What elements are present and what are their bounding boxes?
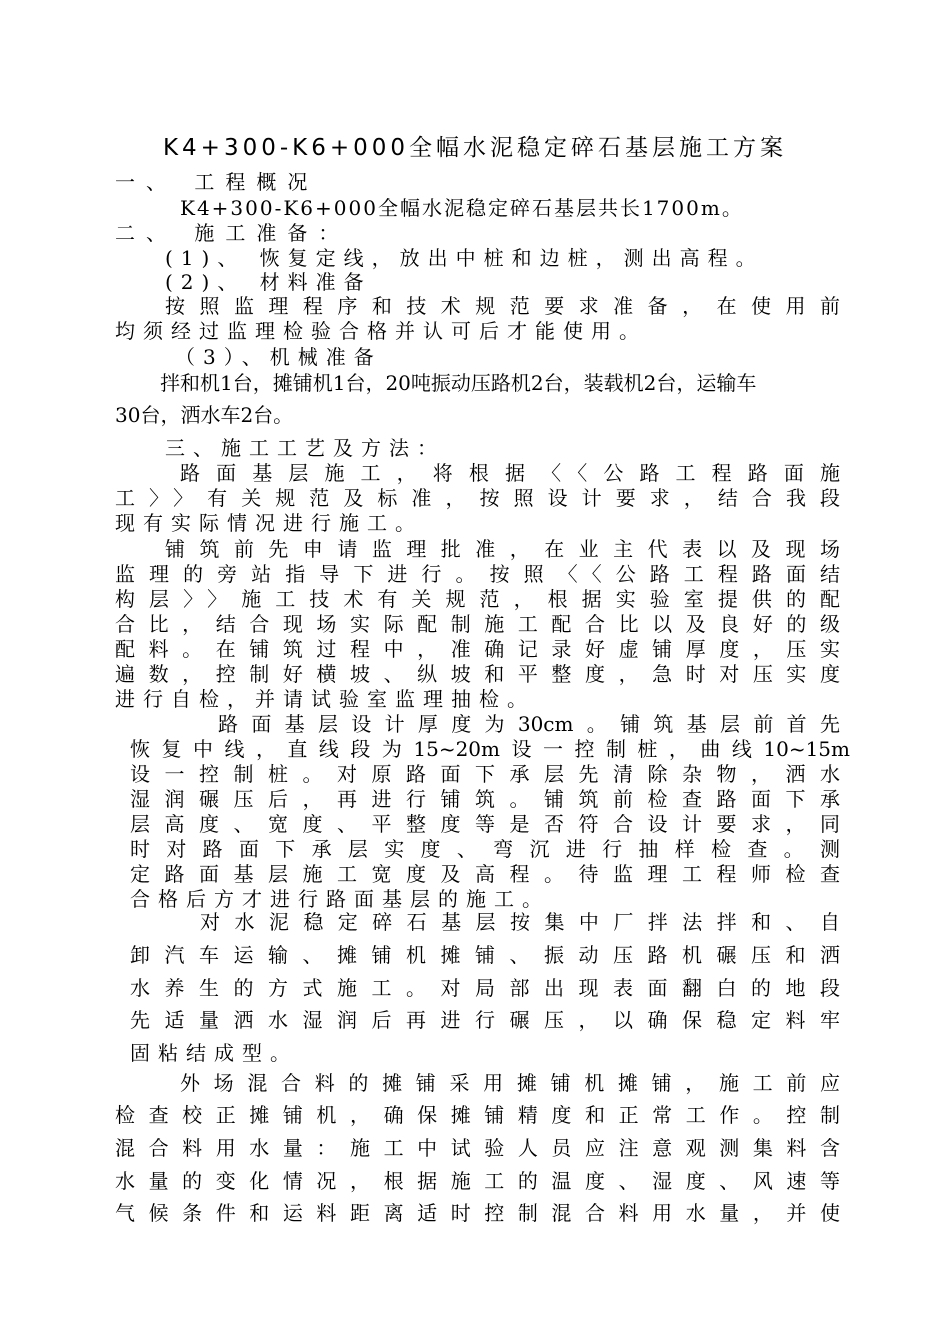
section-heading: 三、施工工艺及方法：: [165, 436, 445, 460]
paragraph-line: 水量的变化情况，根据施工的温度、湿度、风速等: [115, 1169, 840, 1193]
paragraph-line: 均须经过监理检验合格并认可后才能使用。: [115, 319, 647, 343]
paragraph-line: 气候条件和运料距离适时控制混合料用水量，并使: [115, 1201, 840, 1225]
paragraph-line: （3）、机械准备: [175, 345, 382, 369]
paragraph-line: 现有实际情况进行施工。: [115, 511, 423, 535]
paragraph-line: 外场混合料的摊铺采用摊铺机摊铺，施工前应: [180, 1071, 840, 1095]
paragraph-line: 检查校正摊铺机，确保摊铺精度和正常工作。控制: [115, 1103, 840, 1127]
paragraph-line: 工〉〉有关规范及标准，按照设计要求，结合我段: [115, 486, 840, 510]
paragraph-line: 按照监理程序和技术规范要求准备，在使用前: [165, 294, 840, 318]
paragraph-line: 合比，结合现场实际配制施工配合比以及良好的级: [115, 612, 840, 636]
paragraph-line: 层高度、宽度、平整度等是否符合设计要求，同: [130, 812, 840, 836]
paragraph-line: 先适量洒水湿润后再进行碾压，以确保稳定料牢: [130, 1008, 840, 1032]
paragraph-line: 湿润碾压后，再进行铺筑。铺筑前检查路面下承: [130, 787, 840, 811]
paragraph-line: (1)、 恢复定线，放出中桩和边桩，测出高程。: [165, 246, 764, 270]
paragraph-line: 构层〉〉施工技术有关规范，根据实验室提供的配: [115, 587, 840, 611]
paragraph-line: (2)、 材料准备: [165, 270, 372, 294]
paragraph-line: 进行自检，并请试验室监理抽检。: [115, 687, 535, 711]
paragraph-line: 配料。在铺筑过程中，准确记录好虚铺厚度，压实: [115, 637, 840, 661]
paragraph-line: 路面基层施工，将根据〈〈公路工程路面施: [180, 461, 840, 485]
paragraph-line: 混合料用水量：施工中试验人员应注意观测集料含: [115, 1136, 840, 1160]
paragraph-line: 时对路面下承层实度、弯沉进行抽样检查。测: [130, 837, 840, 861]
paragraph-line: 设一控制桩。对原路面下承层先清除杂物，洒水: [130, 762, 840, 786]
paragraph-line: 定路面基层施工宽度及高程。待监理工程师检查: [130, 862, 840, 886]
paragraph-line: K4+300-K6+000全幅水泥稳定碎石基层共长1700m。: [180, 196, 744, 220]
paragraph-line: 合格后方才进行路面基层的施工。: [130, 887, 550, 911]
paragraph-line: 水养生的方式施工。对局部出现表面翻白的地段: [130, 976, 840, 1000]
paragraph-line: 卸汽车运输、摊铺机摊铺、振动压路机碾压和洒: [130, 943, 840, 967]
paragraph-line: 遍数，控制好横坡、纵坡和平整度，急时对压实度: [115, 662, 840, 686]
paragraph-line: 恢复中线，直线段为15~20m设一控制桩，曲线10~15m: [130, 737, 850, 761]
paragraph-line: 路面基层设计厚度为30cm。铺筑基层前首先: [218, 712, 840, 736]
section-heading: 二、 施工准备：: [115, 221, 350, 245]
paragraph-line: 对水泥稳定碎石基层按集中厂拌法拌和、自: [200, 910, 840, 934]
paragraph-line: 固粘结成型。: [130, 1041, 298, 1065]
paragraph-line: 铺筑前先申请监理批准，在业主代表以及现场: [165, 537, 840, 561]
document-title: K4+300-K6+000全幅水泥稳定碎石基层施工方案: [162, 135, 788, 161]
paragraph-line: 30台，洒水车2台。: [115, 403, 294, 427]
paragraph-line: 拌和机1台，摊铺机1台，20吨振动压路机2台，装载机2台，运输车: [160, 371, 757, 395]
paragraph-line: 监理的旁站指导下进行。按照〈〈公路工程路面结: [115, 562, 840, 586]
section-heading: 一、 工程概况: [115, 170, 319, 194]
